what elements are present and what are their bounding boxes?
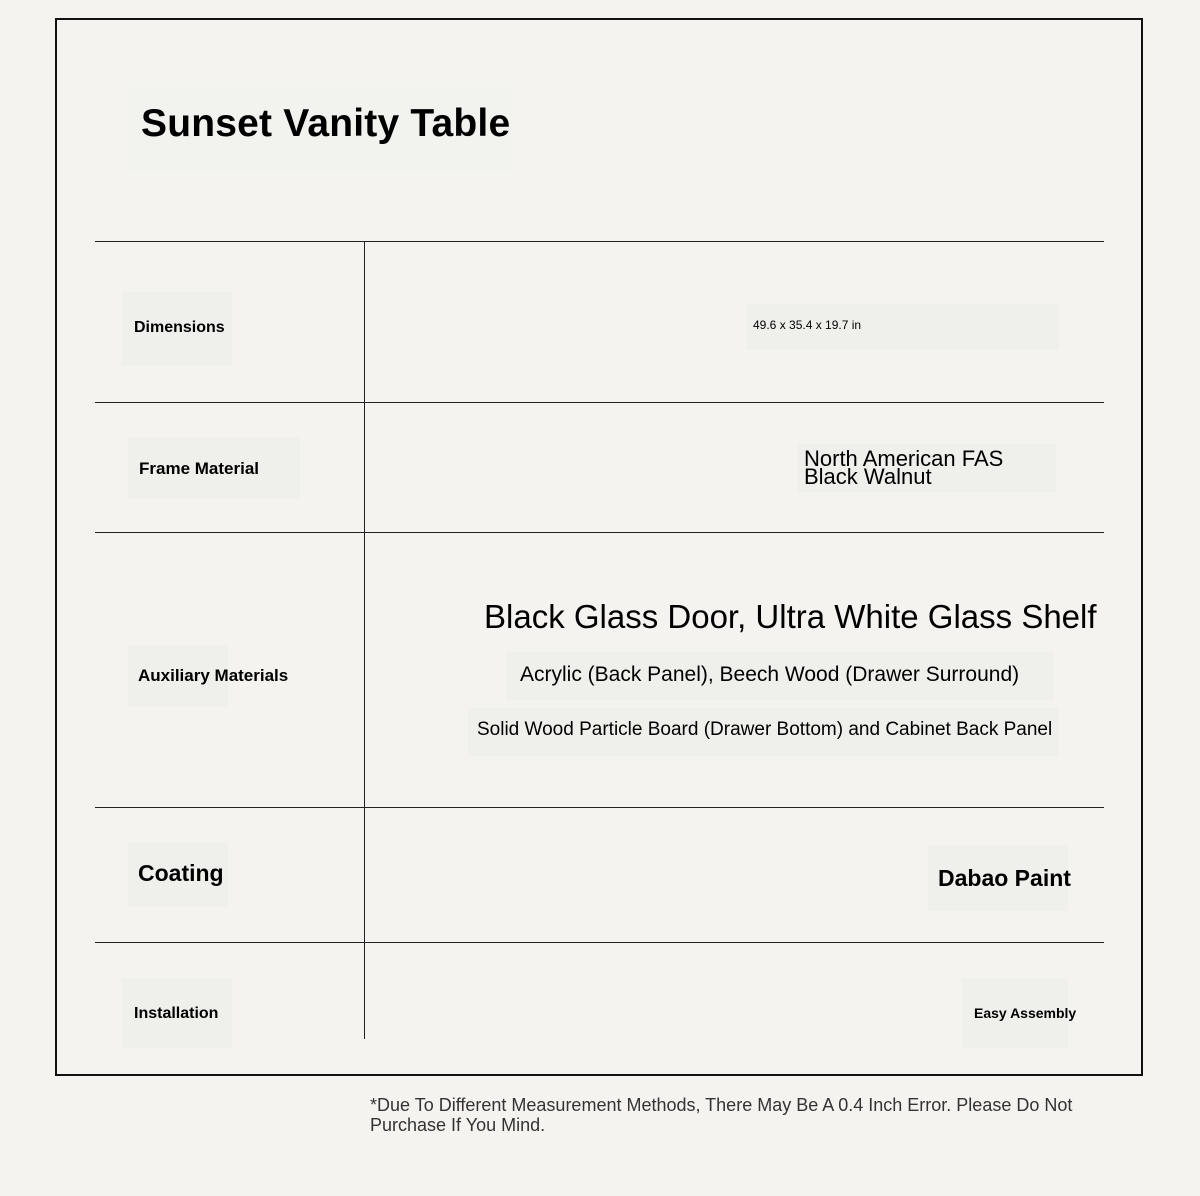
table-divider-top <box>95 241 1104 242</box>
installation-label: Installation <box>134 1005 219 1022</box>
auxiliary-materials-value-line1: Black Glass Door, Ultra White Glass Shelf <box>484 598 1097 635</box>
table-divider <box>95 402 1104 403</box>
dimensions-label: Dimensions <box>134 319 225 336</box>
auxiliary-materials-value-line2: Acrylic (Back Panel), Beech Wood (Drawer Surround) <box>520 663 1020 686</box>
spec-card-frame <box>55 18 1143 1076</box>
installation-value: Easy Assembly <box>974 1005 1077 1021</box>
frame-material-value-line2: Black Walnut <box>804 464 932 489</box>
auxiliary-materials-label: Auxiliary Materials <box>138 666 289 685</box>
coating-label: Coating <box>138 860 224 886</box>
frame-material-value <box>804 446 1004 489</box>
frame-material-value-line1: North American FAS <box>804 446 1004 471</box>
table-column-divider <box>364 241 365 1039</box>
measurement-disclaimer: *Due To Different Measurement Methods, There May Be A 0.4 Inch Error. Please Do Not Purchase If You Mind. <box>370 1095 1073 1135</box>
table-divider <box>95 532 1104 533</box>
product-title: Sunset Vanity Table <box>141 102 511 145</box>
coating-value: Dabao Paint <box>938 865 1071 891</box>
dimensions-value: 49.6 x 35.4 x 19.7 in <box>753 318 862 332</box>
frame-material-label: Frame Material <box>139 459 259 478</box>
table-divider <box>95 807 1104 808</box>
table-divider <box>95 942 1104 943</box>
auxiliary-materials-value-line3: Solid Wood Particle Board (Drawer Bottom) and Cabinet Back Panel <box>477 719 1053 740</box>
